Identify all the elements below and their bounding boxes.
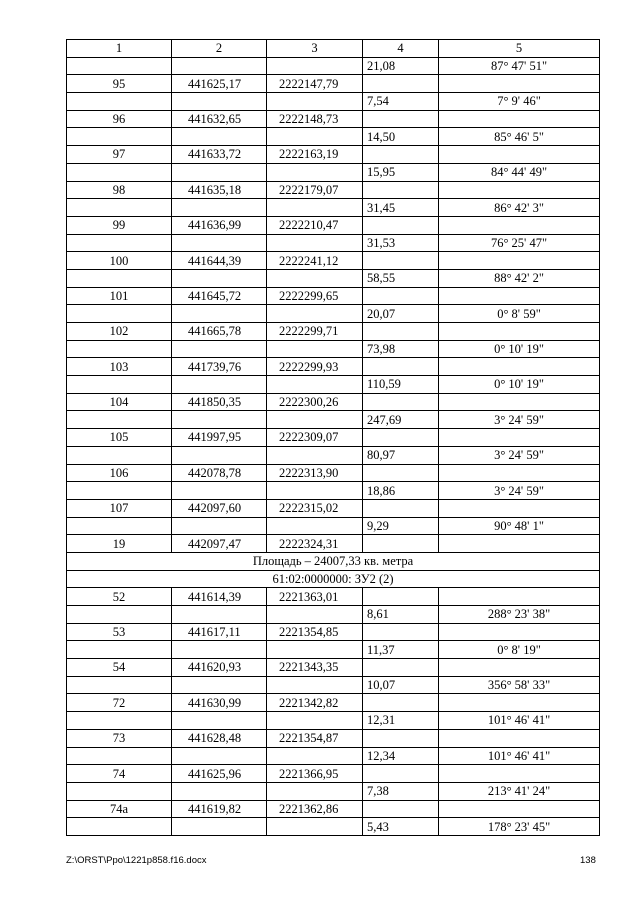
merged-row-cell: 61:02:0000000: ЗУ2 (2) (67, 570, 600, 588)
table-row (67, 464, 600, 482)
y-coordinate-cell (267, 340, 363, 358)
bearing-cell: 3° 24' 59" (439, 482, 600, 500)
distance-cell (363, 464, 439, 482)
distance-cell (363, 535, 439, 553)
y-coordinate-cell (267, 747, 363, 765)
table-row (67, 659, 600, 677)
table-row (67, 552, 600, 570)
distance-cell: 14,50 (363, 128, 439, 146)
y-coordinate-cell: 2221354,85 (267, 623, 363, 641)
bearing-cell (439, 146, 600, 164)
x-coordinate-cell: 441617,11 (172, 623, 267, 641)
x-coordinate-cell: 441850,35 (172, 393, 267, 411)
y-coordinate-cell: 2222315,02 (267, 499, 363, 517)
table-row (67, 163, 600, 181)
x-coordinate-cell (172, 818, 267, 836)
point-number-cell (67, 376, 172, 394)
x-coordinate-cell: 441635,18 (172, 181, 267, 199)
x-coordinate-cell: 441619,82 (172, 800, 267, 818)
table-row (67, 305, 600, 323)
distance-cell: 7,38 (363, 782, 439, 800)
distance-cell (363, 588, 439, 606)
point-number-cell (67, 93, 172, 111)
y-coordinate-cell: 2222241,12 (267, 252, 363, 270)
distance-cell (363, 659, 439, 677)
y-coordinate-cell (267, 128, 363, 146)
x-coordinate-cell: 442097,47 (172, 535, 267, 553)
point-number-cell (67, 163, 172, 181)
x-coordinate-cell: 441625,96 (172, 765, 267, 783)
table-row (67, 482, 600, 500)
y-coordinate-cell (267, 93, 363, 111)
bearing-cell (439, 393, 600, 411)
table-row (67, 269, 600, 287)
y-coordinate-cell (267, 712, 363, 730)
point-number-cell (67, 818, 172, 836)
bearing-cell: 86° 42' 3" (439, 199, 600, 217)
distance-cell: 80,97 (363, 446, 439, 464)
table-row (67, 75, 600, 93)
y-coordinate-cell: 2222179,07 (267, 181, 363, 199)
x-coordinate-cell (172, 517, 267, 535)
y-coordinate-cell (267, 411, 363, 429)
table-row (67, 146, 600, 164)
point-number-cell: 73 (67, 729, 172, 747)
table-row (67, 818, 600, 836)
bearing-cell (439, 287, 600, 305)
y-coordinate-cell: 2222147,79 (267, 75, 363, 93)
table-row (67, 429, 600, 447)
y-coordinate-cell (267, 606, 363, 624)
distance-cell: 12,31 (363, 712, 439, 730)
x-coordinate-cell (172, 446, 267, 464)
y-coordinate-cell (267, 199, 363, 217)
y-coordinate-cell: 2221362,86 (267, 800, 363, 818)
bearing-cell: 213° 41' 24" (439, 782, 600, 800)
table-row (67, 393, 600, 411)
y-coordinate-cell (267, 269, 363, 287)
bearing-cell: 0° 10' 19" (439, 340, 600, 358)
point-number-cell (67, 269, 172, 287)
bearing-cell (439, 729, 600, 747)
bearing-cell (439, 252, 600, 270)
point-number-cell (67, 676, 172, 694)
x-coordinate-cell: 441997,95 (172, 429, 267, 447)
point-number-cell: 97 (67, 146, 172, 164)
distance-cell: 9,29 (363, 517, 439, 535)
header-col-1: 1 (67, 40, 172, 58)
bearing-cell (439, 535, 600, 553)
distance-cell (363, 800, 439, 818)
bearing-cell: 7° 9' 46" (439, 93, 600, 111)
distance-cell (363, 765, 439, 783)
point-number-cell: 101 (67, 287, 172, 305)
x-coordinate-cell (172, 128, 267, 146)
x-coordinate-cell (172, 163, 267, 181)
bearing-cell: 0° 8' 59" (439, 305, 600, 323)
bearing-cell: 3° 24' 59" (439, 446, 600, 464)
point-number-cell: 104 (67, 393, 172, 411)
table-row (67, 712, 600, 730)
x-coordinate-cell (172, 712, 267, 730)
point-number-cell (67, 517, 172, 535)
table-row (67, 234, 600, 252)
table-row (67, 570, 600, 588)
point-number-cell: 52 (67, 588, 172, 606)
distance-cell (363, 287, 439, 305)
distance-cell (363, 216, 439, 234)
point-number-cell (67, 606, 172, 624)
point-number-cell: 74а (67, 800, 172, 818)
x-coordinate-cell (172, 376, 267, 394)
x-coordinate-cell (172, 411, 267, 429)
x-coordinate-cell: 441633,72 (172, 146, 267, 164)
distance-cell: 31,45 (363, 199, 439, 217)
x-coordinate-cell (172, 269, 267, 287)
bearing-cell: 88° 42' 2" (439, 269, 600, 287)
distance-cell: 15,95 (363, 163, 439, 181)
bearing-cell: 101° 46' 41" (439, 747, 600, 765)
table-row (67, 199, 600, 217)
distance-cell: 18,86 (363, 482, 439, 500)
table-row (67, 606, 600, 624)
bearing-cell (439, 694, 600, 712)
x-coordinate-cell: 441625,17 (172, 75, 267, 93)
point-number-cell: 19 (67, 535, 172, 553)
bearing-cell (439, 800, 600, 818)
y-coordinate-cell (267, 782, 363, 800)
x-coordinate-cell: 441630,99 (172, 694, 267, 712)
distance-cell: 10,07 (363, 676, 439, 694)
distance-cell: 21,08 (363, 57, 439, 75)
distance-cell: 58,55 (363, 269, 439, 287)
x-coordinate-cell: 441620,93 (172, 659, 267, 677)
y-coordinate-cell (267, 517, 363, 535)
table-row (67, 588, 600, 606)
x-coordinate-cell: 441644,39 (172, 252, 267, 270)
point-number-cell (67, 641, 172, 659)
table-row (67, 641, 600, 659)
y-coordinate-cell (267, 163, 363, 181)
bearing-cell (439, 110, 600, 128)
x-coordinate-cell (172, 747, 267, 765)
y-coordinate-cell: 2222163,19 (267, 146, 363, 164)
point-number-cell (67, 782, 172, 800)
distance-cell (363, 499, 439, 517)
distance-cell (363, 181, 439, 199)
x-coordinate-cell (172, 57, 267, 75)
y-coordinate-cell: 2222210,47 (267, 216, 363, 234)
x-coordinate-cell: 441665,78 (172, 323, 267, 341)
table-row (67, 340, 600, 358)
table-row (67, 57, 600, 75)
point-number-cell (67, 340, 172, 358)
x-coordinate-cell: 441645,72 (172, 287, 267, 305)
bearing-cell: 90° 48' 1" (439, 517, 600, 535)
y-coordinate-cell: 2222299,93 (267, 358, 363, 376)
point-number-cell: 106 (67, 464, 172, 482)
y-coordinate-cell (267, 57, 363, 75)
y-coordinate-cell (267, 446, 363, 464)
point-number-cell (67, 199, 172, 217)
bearing-cell: 0° 8' 19" (439, 641, 600, 659)
table-row (67, 694, 600, 712)
table-row (67, 676, 600, 694)
distance-cell (363, 146, 439, 164)
bearing-cell (439, 464, 600, 482)
y-coordinate-cell (267, 676, 363, 694)
distance-cell (363, 358, 439, 376)
x-coordinate-cell: 442078,78 (172, 464, 267, 482)
bearing-cell (439, 765, 600, 783)
point-number-cell (67, 446, 172, 464)
y-coordinate-cell: 2222148,73 (267, 110, 363, 128)
point-number-cell: 107 (67, 499, 172, 517)
bearing-cell: 87° 47' 51" (439, 57, 600, 75)
distance-cell (363, 252, 439, 270)
x-coordinate-cell (172, 93, 267, 111)
bearing-cell: 101° 46' 41" (439, 712, 600, 730)
point-number-cell (67, 482, 172, 500)
distance-cell (363, 323, 439, 341)
point-number-cell: 74 (67, 765, 172, 783)
table-row (67, 517, 600, 535)
point-number-cell: 98 (67, 181, 172, 199)
point-number-cell: 54 (67, 659, 172, 677)
footer-file-path: Z:\ORST\Ppo\1221p858.f16.docx (66, 855, 207, 866)
table-row (67, 128, 600, 146)
distance-cell: 11,37 (363, 641, 439, 659)
distance-cell (363, 623, 439, 641)
bearing-cell: 84° 44' 49" (439, 163, 600, 181)
distance-cell: 20,07 (363, 305, 439, 323)
distance-cell: 7,54 (363, 93, 439, 111)
footer-page-number: 138 (580, 855, 596, 866)
point-number-cell: 105 (67, 429, 172, 447)
bearing-cell: 356° 58' 33" (439, 676, 600, 694)
x-coordinate-cell (172, 606, 267, 624)
y-coordinate-cell (267, 376, 363, 394)
distance-cell (363, 110, 439, 128)
x-coordinate-cell: 441632,65 (172, 110, 267, 128)
point-number-cell (67, 234, 172, 252)
header-col-4: 4 (363, 40, 439, 58)
bearing-cell: 178° 23' 45" (439, 818, 600, 836)
y-coordinate-cell: 2221363,01 (267, 588, 363, 606)
table-row (67, 323, 600, 341)
x-coordinate-cell: 441739,76 (172, 358, 267, 376)
point-number-cell: 53 (67, 623, 172, 641)
point-number-cell: 96 (67, 110, 172, 128)
y-coordinate-cell (267, 818, 363, 836)
x-coordinate-cell (172, 199, 267, 217)
table-row (67, 499, 600, 517)
table-row (67, 252, 600, 270)
bearing-cell (439, 623, 600, 641)
bearing-cell (439, 659, 600, 677)
distance-cell: 12,34 (363, 747, 439, 765)
coordinates-table (66, 39, 600, 836)
distance-cell (363, 393, 439, 411)
point-number-cell: 100 (67, 252, 172, 270)
y-coordinate-cell: 2222324,31 (267, 535, 363, 553)
y-coordinate-cell: 2222299,65 (267, 287, 363, 305)
distance-cell: 8,61 (363, 606, 439, 624)
table-row (67, 93, 600, 111)
header-col-2: 2 (172, 40, 267, 58)
bearing-cell: 0° 10' 19" (439, 376, 600, 394)
x-coordinate-cell (172, 782, 267, 800)
bearing-cell: 76° 25' 47" (439, 234, 600, 252)
bearing-cell (439, 358, 600, 376)
table-row (67, 376, 600, 394)
point-number-cell (67, 305, 172, 323)
table-row (67, 535, 600, 553)
y-coordinate-cell: 2221354,87 (267, 729, 363, 747)
distance-cell: 5,43 (363, 818, 439, 836)
y-coordinate-cell (267, 482, 363, 500)
distance-cell: 31,53 (363, 234, 439, 252)
distance-cell (363, 694, 439, 712)
y-coordinate-cell: 2221366,95 (267, 765, 363, 783)
y-coordinate-cell (267, 234, 363, 252)
bearing-cell (439, 181, 600, 199)
bearing-cell: 288° 23' 38" (439, 606, 600, 624)
point-number-cell (67, 712, 172, 730)
distance-cell: 247,69 (363, 411, 439, 429)
bearing-cell (439, 216, 600, 234)
y-coordinate-cell: 2221342,82 (267, 694, 363, 712)
x-coordinate-cell: 442097,60 (172, 499, 267, 517)
table-row (67, 287, 600, 305)
point-number-cell: 102 (67, 323, 172, 341)
x-coordinate-cell (172, 234, 267, 252)
distance-cell (363, 429, 439, 447)
y-coordinate-cell (267, 305, 363, 323)
bearing-cell: 3° 24' 59" (439, 411, 600, 429)
point-number-cell: 95 (67, 75, 172, 93)
bearing-cell: 85° 46' 5" (439, 128, 600, 146)
point-number-cell: 103 (67, 358, 172, 376)
table-row (67, 411, 600, 429)
y-coordinate-cell: 2222300,26 (267, 393, 363, 411)
x-coordinate-cell (172, 482, 267, 500)
x-coordinate-cell: 441628,48 (172, 729, 267, 747)
point-number-cell (67, 411, 172, 429)
bearing-cell (439, 499, 600, 517)
point-number-cell: 99 (67, 216, 172, 234)
y-coordinate-cell: 2222299,71 (267, 323, 363, 341)
x-coordinate-cell (172, 305, 267, 323)
distance-cell: 73,98 (363, 340, 439, 358)
table-row (67, 623, 600, 641)
point-number-cell (67, 747, 172, 765)
x-coordinate-cell (172, 676, 267, 694)
table-row (67, 729, 600, 747)
point-number-cell (67, 128, 172, 146)
x-coordinate-cell: 441614,39 (172, 588, 267, 606)
x-coordinate-cell (172, 340, 267, 358)
x-coordinate-cell (172, 641, 267, 659)
distance-cell (363, 75, 439, 93)
header-col-3: 3 (267, 40, 363, 58)
point-number-cell (67, 57, 172, 75)
table-header-row (67, 40, 600, 58)
y-coordinate-cell: 2222309,07 (267, 429, 363, 447)
point-number-cell: 72 (67, 694, 172, 712)
y-coordinate-cell: 2222313,90 (267, 464, 363, 482)
table-row (67, 181, 600, 199)
table-row (67, 800, 600, 818)
y-coordinate-cell (267, 641, 363, 659)
table-row (67, 216, 600, 234)
bearing-cell (439, 323, 600, 341)
table-row (67, 782, 600, 800)
distance-cell: 110,59 (363, 376, 439, 394)
merged-row-cell: Площадь – 24007,33 кв. метра (67, 552, 600, 570)
table-row (67, 110, 600, 128)
bearing-cell (439, 75, 600, 93)
table-row (67, 446, 600, 464)
table-row (67, 358, 600, 376)
table-body (67, 57, 600, 835)
table-row (67, 747, 600, 765)
header-col-5: 5 (439, 40, 600, 58)
distance-cell (363, 729, 439, 747)
x-coordinate-cell: 441636,99 (172, 216, 267, 234)
bearing-cell (439, 588, 600, 606)
bearing-cell (439, 429, 600, 447)
table-row (67, 765, 600, 783)
y-coordinate-cell: 2221343,35 (267, 659, 363, 677)
